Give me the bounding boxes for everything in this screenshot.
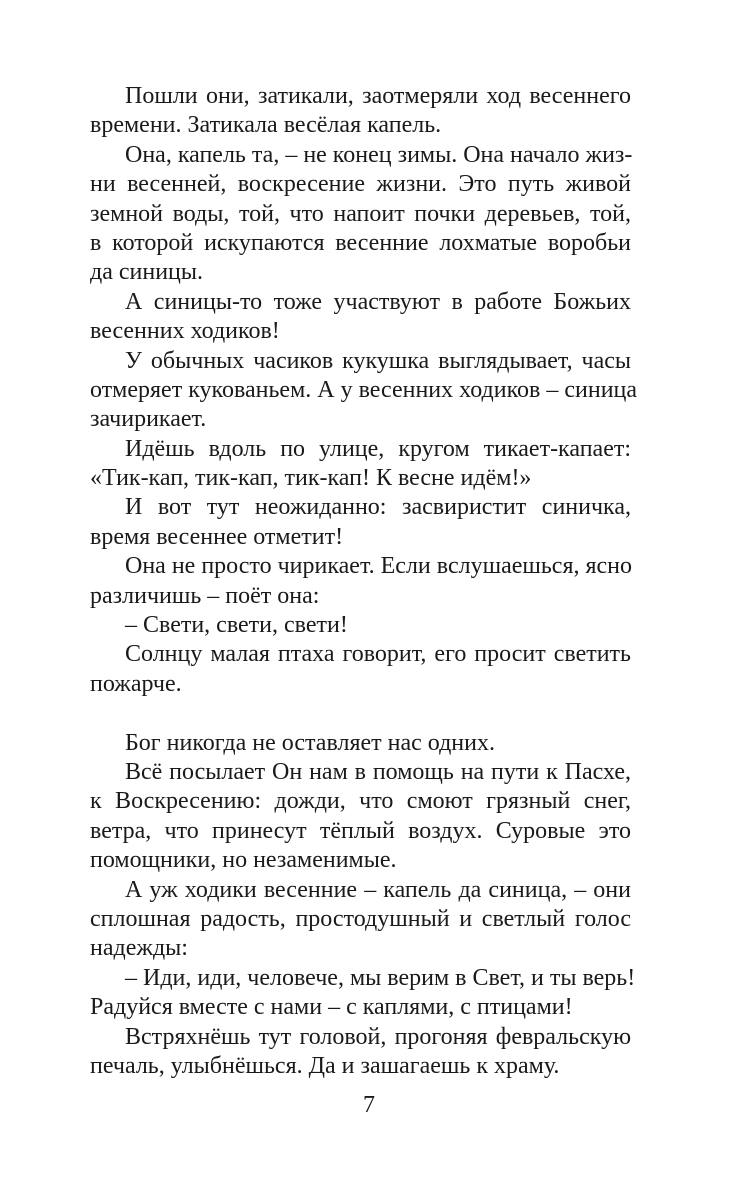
text-line: к Воскресению: дожди, что смоют грязный снег, xyxy=(90,788,631,815)
text-line: сплошная радость, простодушный и светлый голос xyxy=(90,905,631,932)
text-line: ни весенней, воскресение жизни. Это путь живой xyxy=(90,171,631,198)
text-line: И вот тут неожиданно: засвиристит синичка, xyxy=(125,494,631,521)
text-line: Она, капель та, – не конец зимы. Она начало жиз- xyxy=(125,141,633,168)
text-line: земной воды, той, что напоит почки деревьев, той, xyxy=(90,200,631,227)
text-line: А уж ходики весенние – капель да синица, – они xyxy=(125,876,631,903)
text-line: Встряхнёшь тут головой, прогоняя февральскую xyxy=(125,1023,631,1050)
text-line: А синицы-то тоже участвуют в работе Божьих xyxy=(125,288,631,315)
text-line: времени. Затикала весёлая капель. xyxy=(90,112,442,139)
section-break xyxy=(90,699,631,728)
text-line: Всё посылает Он нам в помощь на пути к Пасхе, xyxy=(125,758,631,785)
text-line: Идёшь вдоль по улице, кругом тикает-капает: xyxy=(125,435,631,462)
text-line: отмеряет кукованьем. А у весенних ходиков – синица xyxy=(90,376,638,403)
text-line: пожарче. xyxy=(90,670,182,697)
text-line: У обычных часиков кукушка выглядывает, часы xyxy=(125,347,631,374)
text-line: весенних ходиков! xyxy=(90,318,280,345)
text-line: – Иди, иди, человече, мы верим в Свет, и ты верь! xyxy=(125,964,636,991)
text-line: время весеннее отметит! xyxy=(90,523,344,550)
text-line: ветра, что принесут тёплый воздух. Суровые это xyxy=(90,817,631,844)
text-line: Пошли они, затикали, заотмеряли ход весеннего xyxy=(125,83,631,109)
text-line: – Свети, свети, свети! xyxy=(125,612,348,639)
text-line: да синицы. xyxy=(90,259,204,286)
page-number: 7 xyxy=(363,1092,375,1118)
text-line: Бог никогда не оставляет нас одних. xyxy=(125,729,495,756)
text-line: зачирикает. xyxy=(90,406,207,433)
text-line: Радуйся вместе с нами – с каплями, с птицами! xyxy=(90,994,573,1021)
text-line: помощники, но незаменимые. xyxy=(90,847,397,874)
text-line: в которой искупаются весенние лохматые воробьи xyxy=(90,229,631,256)
text-line: надежды: xyxy=(90,935,188,962)
text-line: «Тик-кап, тик-кап, тик-кап! К весне идём!» xyxy=(90,465,532,492)
text-line: различишь – поёт она: xyxy=(90,582,320,609)
text-line: Она не просто чирикает. Если вслушаешься, ясно xyxy=(125,553,633,580)
text-line: печаль, улыбнёшься. Да и зашагаешь к храму. xyxy=(90,1052,560,1079)
page-body xyxy=(90,82,638,1081)
text-line: Солнцу малая птаха говорит, его просит светить xyxy=(125,641,631,668)
